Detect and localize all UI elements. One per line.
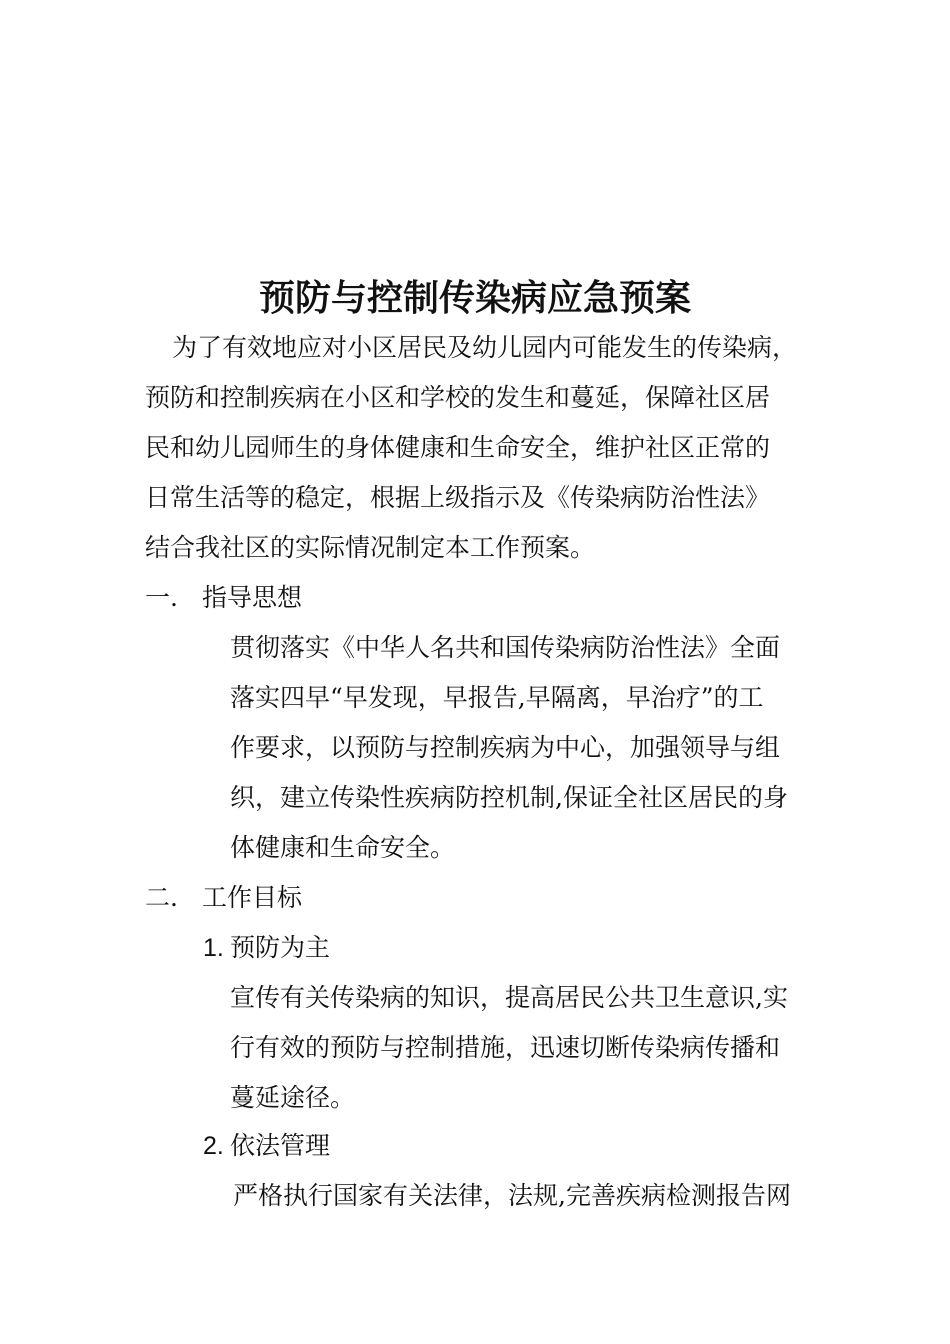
item-2-heading: 依法管理 <box>230 1131 331 1160</box>
section-1-line-1: 贯彻落实《中华人名共和国传染病防治性法》全面 <box>230 633 781 662</box>
section-2-heading: 工作目标 <box>202 883 303 912</box>
section-1-line-4: 织，建立传染性疾病防控机制,保证全社区居民的身 <box>230 783 788 812</box>
item-2-number: 2. <box>203 1132 224 1160</box>
item-2-line-1: 严格执行国家有关法律，法规,完善疾病检测报告网 <box>233 1181 791 1210</box>
section-1-line-3: 作要求，以预防与控制疾病为中心，加强领导与组 <box>230 733 781 762</box>
section-1-line-5: 体健康和生命安全。 <box>230 833 456 862</box>
intro-line-3: 民和幼儿园师生的身体健康和生命安全，维护社区正常的 <box>145 433 771 462</box>
intro-line-4: 日常生活等的稳定，根据上级指示及《传染病防治性法》 <box>145 483 771 512</box>
intro-line-2: 预防和控制疾病在小区和学校的发生和蔓延，保障社区居 <box>145 383 771 412</box>
item-1-number: 1. <box>203 934 224 962</box>
item-1-line-3: 蔓延途径。 <box>230 1083 356 1112</box>
item-1-line-2: 行有效的预防与控制措施，迅速切断传染病传播和 <box>230 1033 781 1062</box>
section-1-number: 一. <box>145 583 178 612</box>
section-1-heading: 指导思想 <box>202 583 303 612</box>
section-1-line-2: 落实四早“早发现，早报告,早隔离，早治疗”的工 <box>230 683 764 712</box>
item-1-heading: 预防为主 <box>230 933 331 962</box>
item-1-line-1: 宣传有关传染病的知识，提高居民公共卫生意识,实 <box>230 983 788 1012</box>
intro-line-5: 结合我社区的实际情况制定本工作预案。 <box>145 533 596 562</box>
intro-line-1: 为了有效地应对小区居民及幼儿园内可能发生的传染病， <box>172 333 798 362</box>
section-2-number: 二. <box>145 883 178 912</box>
document-title: 预防与控制传染病应急预案 <box>258 277 691 319</box>
